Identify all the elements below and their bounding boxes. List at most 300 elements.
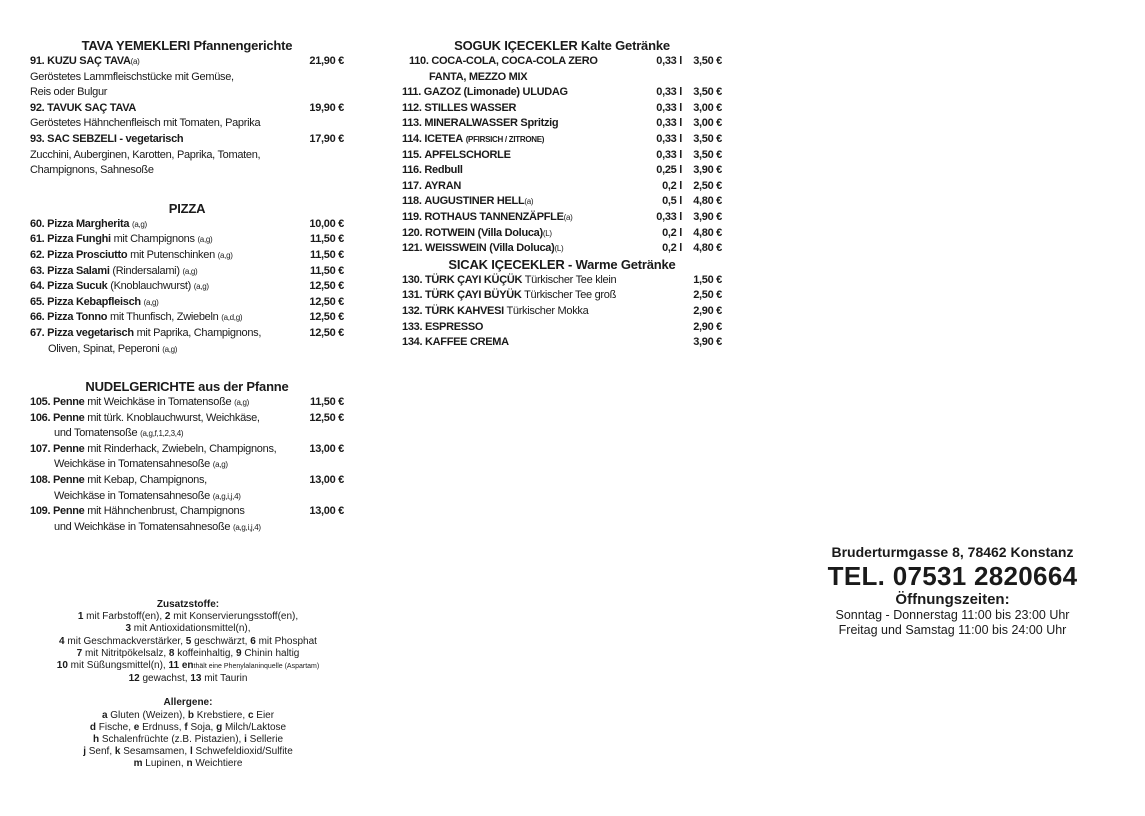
item-description-cont [30,426,344,442]
legend-code: 6 [250,635,256,647]
item-number: 105. [30,396,51,409]
menu-item-text [30,248,302,264]
menu-item-text [30,101,302,117]
item-price: 12,50 € [309,280,344,293]
item-number: 60. [30,217,45,230]
menu-item-text [30,264,302,280]
drink-item-text [402,116,646,132]
legend-code: g [216,721,223,733]
item-price: 10,00 € [309,217,344,230]
tava-list [30,54,344,179]
item-allergens: (a,g) [162,344,178,354]
legend-line [20,636,356,648]
item-description-cont [30,457,344,473]
item-price: 12,50 € [309,411,344,424]
menu-item-text [30,395,302,411]
item-number: 92. [30,101,45,114]
item-volume: 0,33 l [656,132,682,145]
food-column [30,38,344,535]
allergen-title: Allergene: [163,697,213,709]
menu-item-text [30,473,302,489]
drink-item-text [402,210,646,226]
item-price: 3,90 € [693,164,722,177]
drinks-column [402,38,722,351]
item-allergens: (a,g,i,j,4) [212,491,241,501]
item-name: MINERALWASSER Spritzig [424,117,559,130]
drink-item-text [402,194,646,210]
item-name: TÜRK ÇAYI BÜYÜK [424,289,522,302]
menu-item-row [30,395,344,411]
drink-item-row [402,320,722,336]
additives-legend [20,599,356,771]
item-name: ICETEA [424,132,463,145]
item-name: Pizza Tonno [47,311,108,324]
legend-code: 4 [59,635,65,647]
item-name: ESPRESSO [424,320,484,333]
item-name: ROTHAUS TANNENZÄPFLE [424,210,564,223]
drink-item-text [402,148,646,164]
item-allergens: (a,g) [212,460,228,470]
item-description: mit Hähnchenbrust, Champignons [87,505,245,518]
item-number: 93. [30,132,45,145]
item-description: mit Paprika, Champignons, [136,326,262,339]
item-allergens: (L) [554,244,564,254]
menu-item-row [30,411,344,427]
item-description: (Knoblauchwurst) [110,280,192,293]
item-allergens: (a) [130,57,140,66]
legend-line [20,710,356,722]
item-number: 109. [30,505,51,518]
drink-item-text [402,335,682,351]
kalt-list [402,54,722,257]
item-price: 4,80 € [693,242,722,255]
legend-line [20,746,356,758]
item-allergens: (a) [563,212,573,222]
legend-code: 12 [128,673,140,685]
item-name: COCA-COLA, COCA-COLA ZERO [431,55,598,67]
menu-item-row [30,295,344,311]
menu-item-text [30,326,302,342]
item-price: 13,00 € [309,505,344,518]
item-number: 118. [402,195,422,208]
item-description: Champignons, Sahnesoße [30,164,154,177]
nudel-section-title: NUDELGERICHTE aus der Pfanne [85,379,289,395]
drink-item-text [402,226,646,242]
item-price: 11,50 € [310,396,344,409]
legend-text: koffeinhaltig, [174,647,236,659]
item-name: Penne [52,474,85,487]
legend-text: Fische, [95,721,134,733]
drink-item-text [402,54,646,70]
item-name: Pizza vegetarisch [47,326,134,339]
item-number: 107. [30,442,51,455]
item-allergens: (a) [524,197,534,207]
legend-text: geschwärzt, [191,635,251,647]
legend-text: mit Taurin [201,673,248,685]
item-price: 13,00 € [309,474,344,487]
drink-item-row [402,273,722,289]
legend-text: mit Geschmackverstärker, [64,635,186,647]
legend-code: l [189,746,193,758]
menu-item-row [30,132,344,148]
menu-item-row [30,442,344,458]
drink-item-row [402,179,722,195]
item-name: Pizza Margherita [47,217,130,230]
legend-code: n [186,758,193,770]
drink-item-row [402,85,722,101]
drink-item-text [402,132,646,148]
item-volume: 0,33 l [656,86,682,99]
drink-item-text [402,85,646,101]
item-name: TÜRK KAHVESI [424,304,504,317]
menu-item-text [30,232,302,248]
item-volume: 0,33 l [656,148,682,161]
drink-item-text [402,288,682,304]
item-description: mit Kebap, Champignons, [87,474,207,487]
legend-code: 9 [235,647,242,659]
legend-line [20,623,356,635]
legend-text: Sellerie [246,734,284,746]
legend-line [20,660,356,673]
item-name: Pizza Prosciutto [47,248,128,261]
item-price: 17,90 € [309,132,344,145]
item-number: 62. [30,248,45,261]
menu-item-row [30,326,344,342]
drink-item-row [402,226,722,242]
item-number: 64. [30,280,45,293]
legend-line [20,648,356,660]
legend-code: m [133,758,143,770]
menu-item-text [30,54,302,70]
item-description: mit Champignons [113,233,195,246]
item-allergens: (a,g) [131,219,147,229]
item-price: 3,00 € [693,117,722,130]
drink-item-text [402,241,646,257]
item-name: WEISSWEIN (Villa Doluca) [424,242,555,255]
legend-code: 5 [185,635,192,647]
item-price: 4,80 € [693,226,722,239]
drink-item-text [402,179,646,195]
item-name: Pizza Funghi [47,233,111,246]
item-volume: 0,2 l [662,226,682,239]
menu-item-row [30,264,344,280]
item-number: 110. [409,55,429,67]
legend-text: mit Farbstoff(en), [83,611,165,623]
legend-text: Eier [253,709,275,721]
opening-hours-weekend: Freitag und Samstag 11:00 bis 24:00 Uhr [838,623,1067,637]
drink-item-row [402,132,722,148]
item-number: 120. [402,226,423,239]
item-description: Oliven, Spinat, Peperoni [48,342,160,355]
item-price: 3,50 € [693,86,722,99]
item-number: 117. [402,179,422,192]
item-number: 108. [30,474,51,487]
drink-item-row [402,288,722,304]
legend-text: Milch/Laktose [222,721,287,733]
warm-list [402,273,722,351]
drink-item-text [402,163,646,179]
item-description: Zucchini, Auberginen, Karotten, Paprika, Tomaten, [30,148,261,161]
legend-code: i [244,734,247,746]
menu-item-row [30,232,344,248]
item-price: 3,90 € [693,336,722,349]
item-allergens: (a,g,i,j,4) [232,522,261,532]
drink-item-row [402,101,722,117]
item-description: Weichkäse in Tomatensahnesoße [54,489,210,502]
drink-item-row [402,335,722,351]
item-volume: 0,33 l [656,101,682,114]
item-number: 111. [402,86,421,99]
item-price: 11,50 € [310,233,344,246]
legend-line [20,758,356,770]
pizza-section-title: PIZZA [168,200,206,216]
legend-text: Krebstiere, [194,709,248,721]
legend-text: mit Phosphat [255,635,317,647]
menu-item-row [30,310,344,326]
legend-code: 3 [125,623,132,635]
item-name: Pizza Salami [47,264,110,277]
legend-text: Soja, [187,721,217,733]
item-description-cont [30,342,344,358]
opening-hours-title: Öffnungszeiten: [895,591,1010,608]
drink-item-row [402,54,722,70]
item-allergens: (PFIRSICH / ZITRONE) [465,134,545,144]
item-description: mit Weichkäse in Tomatensoße [87,396,232,409]
item-name: KAFFEE CREMA [424,336,509,349]
menu-item-text [30,411,302,427]
item-description: und Tomatensoße [54,427,138,440]
item-name: KUZU SAÇ TAVA [47,55,131,67]
item-number: 114. [402,132,422,145]
item-number: 67. [30,326,45,339]
legend-text: mit Konservierungsstoff(en), [170,611,299,623]
legend-text: gewachst, [139,673,191,685]
item-volume: 0,5 l [662,195,682,208]
item-description: mit Rinderhack, Zwiebeln, Champignons, [87,442,277,455]
menu-item-text [30,279,302,295]
legend-code: 10 [56,660,68,672]
item-price: 2,90 € [693,320,722,333]
drink-item-row [402,304,722,320]
item-price: 13,00 € [309,442,344,455]
menu-item-row [30,473,344,489]
item-allergens: (a,g) [234,398,250,408]
item-number: 119. [402,210,422,223]
item-description: (Rindersalami) [112,264,180,277]
drink-item-row [402,148,722,164]
item-price: 3,00 € [693,101,722,114]
legend-text: Sesamsamen, [120,746,190,758]
item-price: 19,90 € [309,101,344,114]
menu-item-text [30,132,302,148]
legend-line [20,673,356,685]
item-number: 131. [402,289,423,302]
item-name: Penne [52,505,85,518]
item-volume: 0,33 l [656,117,682,130]
legend-line [20,734,356,746]
nudel-list [30,395,344,535]
drink-item-row [402,163,722,179]
item-price: 11,50 € [310,248,344,261]
item-name: Pizza Sucuk [47,280,108,293]
menu-item-row [30,248,344,264]
menu-item-text [30,442,302,458]
item-price: 3,50 € [693,55,722,67]
item-allergens: (a,g) [193,282,209,292]
allergen-list [20,710,356,771]
item-price: 21,90 € [309,55,344,67]
item-allergens: (a,g) [143,297,159,307]
item-number: 65. [30,295,45,308]
menu-item-row [30,54,344,70]
item-volume: 0,25 l [656,164,682,177]
item-number: 130. [402,273,423,286]
item-number: 63. [30,264,45,277]
item-description: mit türk. Knoblauchwurst, Weichkäse, [87,411,260,424]
item-description: Reis oder Bulgur [30,86,108,99]
item-number: 132. [402,304,423,317]
item-price: 12,50 € [309,326,344,339]
item-price: 2,90 € [693,304,722,317]
drink-item-row [402,210,722,226]
item-description: Geröstetes Lammfleischstücke mit Gemüse, [30,70,234,83]
legend-text: Gluten (Weizen), [107,709,188,721]
item-description: Türkischer Tee klein [524,273,617,286]
drink-item-row [402,194,722,210]
item-name: TÜRK ÇAYI KÜÇÜK [424,273,523,286]
item-number: 113. [402,117,422,130]
legend-code: f [184,721,188,733]
item-allergens: (a,d,g) [221,313,243,323]
legend-text: Chinin haltig [241,647,300,659]
legend-code: a [101,709,108,721]
legend-code: 11 en [168,660,194,672]
menu-item-row [30,101,344,117]
item-name: STILLES WASSER [424,101,517,114]
legend-text: mit Nitritpökelsalz, [82,647,169,659]
item-description: und Weichkäse in Tomatensahnesoße [54,520,231,533]
item-price: 11,50 € [310,264,344,277]
item-description-cont [30,489,344,505]
item-volume: 0,33 l [656,55,682,67]
menu-item-row [30,279,344,295]
legend-text: thält eine Phenylalaninquelle (Aspartam) [193,663,320,671]
warm-section-title: SICAK IÇECEKLER - Warme Getränke [448,256,676,272]
drink-item-row [402,116,722,132]
legend-code: j [83,746,86,758]
legend-code: e [133,721,140,733]
item-allergens: (a,g) [197,235,213,245]
item-allergens: (a,g) [182,266,198,276]
item-name: ROTWEIN (Villa Doluca) [424,226,543,239]
item-description: Türkischer Tee groß [524,289,617,302]
tava-section-title: TAVA YEMEKLERI Pfannengerichte [81,38,293,53]
item-description-cont [30,520,344,536]
item-name: TAVUK SAÇ TAVA [47,101,137,114]
item-price: 1,50 € [693,273,722,286]
item-allergens: (L) [542,228,552,238]
item-number: 115. [402,148,422,161]
legend-text: Schalenfrüchte (z.B. Pistazien), [99,734,245,746]
menu-item-text [30,217,302,233]
item-description: FANTA, MEZZO MIX [429,70,528,83]
item-allergens: (a,g,f,1,2,3,4) [140,429,184,439]
item-price: 3,90 € [693,210,722,223]
legend-code: k [114,746,121,758]
item-description: Weichkäse in Tomatensahnesoße [54,458,210,471]
drink-item-text [402,101,646,117]
legend-text: Weichtiere [192,758,243,770]
item-number: 112. [402,101,422,114]
item-price: 3,50 € [693,132,722,145]
item-price: 2,50 € [693,289,722,302]
drink-item-text [402,320,682,336]
legend-code: d [89,721,96,733]
item-name: APFELSCHORLE [424,148,511,161]
contact-block [790,543,1115,638]
menu-item-text [30,295,302,311]
legend-line [20,722,356,734]
legend-text: Senf, [85,746,115,758]
item-name: Penne [52,396,85,409]
item-number: 116. [402,164,422,177]
item-description: Türkischer Mokka [506,304,589,317]
item-name: Redbull [424,164,463,177]
opening-hours-weekdays: Sonntag - Donnerstag 11:00 bis 23:00 Uhr [835,608,1070,622]
address: Bruderturmgasse 8, 78462 Konstanz [831,544,1074,560]
legend-code: 13 [190,673,202,685]
item-name: AYRAN [424,179,461,192]
item-name: Penne [52,442,85,455]
item-price: 2,50 € [693,179,722,192]
legend-text: Lupinen, [142,758,187,770]
legend-line [20,611,356,623]
phone-number: TEL. 07531 2820664 [827,561,1078,591]
menu-item-text [30,310,302,326]
item-price: 12,50 € [309,311,344,324]
drink-item-row [402,241,722,257]
item-price: 12,50 € [309,295,344,308]
item-number: 134. [402,336,423,349]
item-name: Pizza Kebapfleisch [47,295,141,308]
zusatz-list [20,611,356,685]
item-description: Geröstetes Hähnchenfleisch mit Tomaten, Paprika [30,117,261,130]
legend-text: Schwefeldioxid/Sulfite [192,746,293,758]
legend-code: h [92,734,100,746]
item-number: 121. [402,242,423,255]
item-name: GAZOZ (Limonade) ULUDAG [423,86,568,99]
kalt-section-title: SOGUK IÇECEKLER Kalte Getränke [454,38,670,53]
item-number: 133. [402,320,423,333]
item-name: Penne [52,411,85,424]
legend-code: 8 [168,647,175,659]
legend-code: 7 [76,647,83,659]
item-volume: 0,33 l [656,210,682,223]
item-price: 4,80 € [693,195,722,208]
legend-text: Erdnuss, [139,721,185,733]
item-volume: 0,2 l [662,242,682,255]
item-allergens: (a,g) [217,250,233,260]
item-number: 106. [30,411,51,424]
menu-item-row [30,504,344,520]
item-name: SAC SEBZELI - vegetarisch [47,132,184,145]
item-description: mit Putenschinken [130,248,215,261]
legend-code: 1 [77,611,84,623]
legend-text: mit Süßungsmittel(n), [67,660,169,672]
menu-item-text [30,504,302,520]
legend-code: c [247,709,254,721]
item-name: AUGUSTINER HELL [424,195,525,208]
